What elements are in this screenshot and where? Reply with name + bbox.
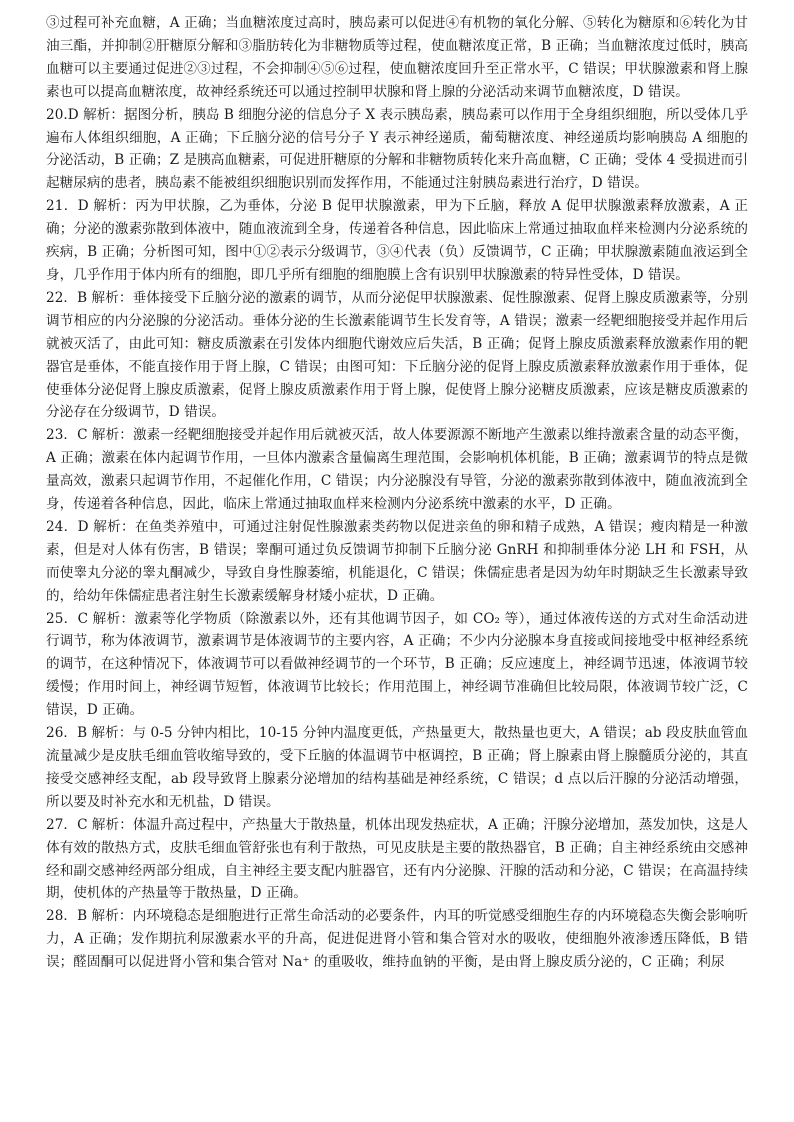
paragraph-answer-25: 25．C 解析：激素等化学物质（除激素以外，还有其他调节因子，如 CO₂ 等），通过体液传送的方式对生命活动进行调节，称为体液调节，激素调节是体液调节的主要内容，A 正确；不少内分泌腺本身直接或间接地受中枢神经系统的调节，在这种情况下，体液调节可以看做神经调节的一个环节，B 正确；反应速度上，神经调节迅速，体液调节较缓慢；作用时间上，神经调节短暂，体液调节比较长；作用范围上，神经调节准确但比较局限，体液调节较广泛，C 错误，D 正确。 xyxy=(46,610,748,719)
paragraph-answer-20: 20.D 解析：据图分析，胰岛 B 细胞分泌的信息分子 X 表示胰岛素，胰岛素可以作用于全身组织细胞，所以受体几乎遍布人体组织细胞，A 正确；下丘脑分泌的信号分子 Y 表示神经递质，葡萄糖浓度、神经递质均影响胰岛 A 细胞的分泌活动，B 正确；Z 是胰高血糖素，可促进肝糖原的分解和非糖物质转化来升高血糖，C 正确；受体 4 受损进而引起糖尿病的患者，胰岛素不能被组织细胞识别而发挥作用，不能通过注射胰岛素进行治疗，D 错误。 xyxy=(46,106,748,192)
paragraph-answer-21: 21．D 解析：丙为甲状腺，乙为垂体，分泌 B 促甲状腺激素，甲为下丘脑，释放 A 促甲状腺激素释放激素，A 正确；分泌的激素弥散到体液中，随血液流到全身，传递着各种信息，因此临床上常通过抽取血样来检测内分泌系统的疾病，B 正确；分析图可知，图中①②表示分级调节，③④代表（负）反馈调节，C 正确；甲状腺激素随血液运到全身，几乎作用于体内所有的细胞，即几乎所有细胞的细胞膜上含有识别甲状腺激素的特异性受体，D 错误。 xyxy=(46,198,748,283)
paragraph-answer-23: 23．C 解析：激素一经靶细胞接受并起作用后就被灭活，故人体要源源不断地产生激素以维持激素含量的动态平衡，A 正确；激素在体内起调节作用，一旦体内激素含量偏离生理范围，会影响机体机能，B 正确；激素调节的特点是微量高效，激素只起调节作用，不起催化作用，C 错误；内分泌腺没有导管，分泌的激素弥散到体液中，随血液流到全身，传递着各种信息，因此，临床上常通过抽取血样来检测内分泌系统中激素的水平，D 正确。 xyxy=(46,427,748,513)
paragraph-answer-28: 28．B 解析：内环境稳态是细胞进行正常生命活动的必要条件，内耳的听觉感受细胞生存的内环境稳态失衡会影响听力，A 正确；发作期抗利尿激素水平的升高，促进促进肾小管和集合管对水的吸收，使细胞外液渗透压降低，B 错误；醛固酮可以促进肾小管和集合管对 Na⁺ 的重吸收，维持血钠的平衡，是由肾上腺皮质分泌的，C 正确；利尿 xyxy=(46,908,748,971)
paragraph-answer-24: 24．D 解析：在鱼类养殖中，可通过注射促性腺激素类药物以促进亲鱼的卵和精子成熟，A 错误；瘦肉精是一种激素，但是对人体有伤害，B 错误；睾酮可通过负反馈调节抑制下丘脑分泌 GnRH 和抑制垂体分泌 LH 和 FSH，从而使睾丸分泌的睾丸酮减少，导致自身性腺萎缩，机能退化，C 错误；侏儒症患者是因为幼年时期缺乏生长激素导致的，给幼年侏儒症患者注射生长激素缓解身材矮小症状，D 正确。 xyxy=(46,518,748,604)
paragraph-19-continuation: ③过程可补充血糖，A 正确；当血糖浓度过高时，胰岛素可以促进④有机物的氧化分解、⑤转化为糖原和⑥转化为甘油三酯，并抑制②肝糖原分解和③脂肪转化为非糖物质等过程，使血糖浓度正常，B 正确；当血糖浓度过低时，胰高血糖可以主要通过促进②③过程，不会抑制④⑤⑥过程，使血糖浓度回升至正常水平，C 错误；甲状腺激素和肾上腺素也可以提高血糖浓度，故神经系统还可以通过控制甲状腺和肾上腺的分泌活动来调节血糖浓度，D 错误。 xyxy=(46,15,748,100)
paragraph-answer-26: 26．B 解析：与 0-5 分钟内相比，10-15 分钟内温度更低，产热量更大，散热量也更大，A 错误；ab 段皮肤血管血流量减少是皮肤毛细血管收缩导致的，受下丘脑的体温调节中枢调控，B 正确；肾上腺素由肾上腺髓质分泌的，其直接受交感神经支配，ab 段导致肾上腺素分泌增加的结构基础是神经系统，C 错误；d 点以后汗腺的分泌活动增强，所以要及时补充水和无机盐，D 错误。 xyxy=(46,725,748,810)
paragraph-answer-22: 22．B 解析：垂体接受下丘脑分泌的激素的调节，从而分泌促甲状腺激素、促性腺激素、促肾上腺皮质激素等，分别调节相应的内分泌腺的分泌活动。垂体分泌的生长激素能调节生长发育等，A 错误；激素一经靶细胞接受并起作用后就被灭活了，由此可知：糖皮质激素在引发体内细胞代谢效应后失活，B 正确；促肾上腺皮质激素释放激素作用的靶器官是垂体，不能直接作用于肾上腺，C 错误；由图可知：下丘脑分泌的促肾上腺皮质激素释放激素作用于垂体，促使垂体分泌促肾上腺皮质激素，促肾上腺皮质激素作用于肾上腺，促使肾上腺分泌糖皮质激素，应该是糖皮质激素的分泌存在分级调节，D 错误。 xyxy=(46,289,748,421)
paragraph-answer-27: 27．C 解析：体温升高过程中，产热量大于散热量，机体出现发热症状，A 正确；汗腺分泌增加，蒸发加快，这是人体有效的散热方式，皮肤毛细血管舒张也有利于散热，可见皮肤是主要的散热器官，B 正确；自主神经系统由交感神经和副交感神经两部分组成，自主神经主要支配内脏器官，还有内分泌腺、汗腺的活动和分泌，C 错误；在高温持续期，使机体的产热量等于散热量，D 正确。 xyxy=(46,816,748,902)
